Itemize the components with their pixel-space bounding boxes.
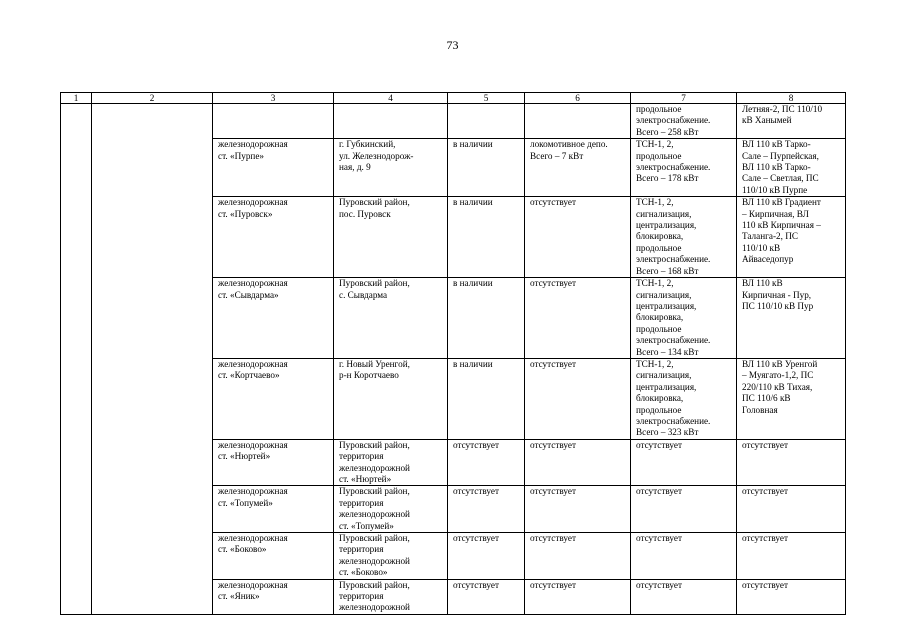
column-number: 8 [737,93,846,104]
supply-source-cell: ВЛ 110 кВ Тарко- Сале – Пурпейская, ВЛ 110 кВ Тарко- Сале – Светлая, ПС 110/10 кВ Пурпе [737,139,846,197]
supply-source-cell: ВЛ 110 кВ Градиент – Кирпичная, ВЛ 110 кВ Кирпичная – Таланга-2, ПС 110/10 кВ Айваседопур [737,197,846,278]
page-number: 73 [446,38,459,52]
availability-cell: в наличии [448,278,525,359]
consumers-cell: отсутствует [525,197,631,278]
consumers-cell: локомотивное депо. Всего – 7 кВт [525,139,631,197]
table-row [61,104,846,139]
power-cell: ТСН-1, 2, сигнализация, централизация, блокировка, продольное электроснабжение. Всего – 168 кВт [631,197,737,278]
consumers-cell [525,104,631,139]
availability-cell: отсутствует [448,533,525,580]
address-cell: Пуровский район, территория железнодорожной ст. «Нюртей» [334,439,448,486]
station-cell: железнодорожная ст. «Боково» [213,533,334,580]
station-cell [213,104,334,139]
power-cell: продольное электроснабжение. Всего – 258 кВт [631,104,737,139]
column-number: 4 [334,93,448,104]
supply-source-cell: ВЛ 110 кВ Уренгой – Муягато-1,2, ПС 220/110 кВ Тихая, ПС 110/6 кВ Головная [737,358,846,439]
column-number: 6 [525,93,631,104]
station-cell: железнодорожная ст. «Нюртей» [213,439,334,486]
supply-source-cell: Летняя-2, ПС 110/10 кВ Ханымей [737,104,846,139]
station-cell: железнодорожная ст. «Кортчаево» [213,358,334,439]
power-cell: отсутствует [631,533,737,580]
availability-cell: отсутствует [448,579,525,614]
station-cell: железнодорожная ст. «Топумей» [213,486,334,533]
supply-source-cell: отсутствует [737,533,846,580]
availability-cell: отсутствует [448,439,525,486]
power-cell: ТСН-1, 2, сигнализация, централизация, блокировка, продольное электроснабжение. Всего – 323 кВт [631,358,737,439]
consumers-cell: отсутствует [525,533,631,580]
supply-source-cell: отсутствует [737,439,846,486]
address-cell: Пуровский район, территория железнодорожной [334,579,448,614]
merged-cell-col1 [61,104,92,615]
column-number: 2 [92,93,213,104]
consumers-cell: отсутствует [525,486,631,533]
column-number-row [61,93,846,104]
power-cell: отсутствует [631,579,737,614]
column-number: 5 [448,93,525,104]
availability-cell: отсутствует [448,486,525,533]
supply-source-cell: ВЛ 110 кВ Кирпичная - Пур, ПС 110/10 кВ Пур [737,278,846,359]
infrastructure-table [60,92,846,615]
address-cell [334,104,448,139]
address-cell: г. Губкинский, ул. Железнодорож- ная, д. 9 [334,139,448,197]
column-number: 3 [213,93,334,104]
consumers-cell: отсутствует [525,439,631,486]
consumers-cell: отсутствует [525,358,631,439]
power-cell: отсутствует [631,439,737,486]
address-cell: Пуровский район, пос. Пуровск [334,197,448,278]
supply-source-cell: отсутствует [737,579,846,614]
address-cell: Пуровский район, с. Сывдарма [334,278,448,359]
consumers-cell: отсутствует [525,278,631,359]
supply-source-cell: отсутствует [737,486,846,533]
station-cell: железнодорожная ст. «Пуровск» [213,197,334,278]
station-cell: железнодорожная ст. «Яник» [213,579,334,614]
power-cell: ТСН-1, 2, продольное электроснабжение. Всего – 178 кВт [631,139,737,197]
column-number: 7 [631,93,737,104]
station-cell: железнодорожная ст. «Сывдарма» [213,278,334,359]
availability-cell [448,104,525,139]
address-cell: Пуровский район, территория железнодорожной ст. «Топумей» [334,486,448,533]
consumers-cell: отсутствует [525,579,631,614]
power-cell: ТСН-1, 2, сигнализация, централизация, блокировка, продольное электроснабжение. Всего – 134 кВт [631,278,737,359]
address-cell: Пуровский район, территория железнодорожной ст. «Боково» [334,533,448,580]
availability-cell: в наличии [448,358,525,439]
power-cell: отсутствует [631,486,737,533]
availability-cell: в наличии [448,139,525,197]
availability-cell: в наличии [448,197,525,278]
merged-cell-col2 [92,104,213,615]
column-number: 1 [61,93,92,104]
station-cell: железнодорожная ст. «Пурпе» [213,139,334,197]
address-cell: г. Новый Уренгой, р-н Коротчаево [334,358,448,439]
